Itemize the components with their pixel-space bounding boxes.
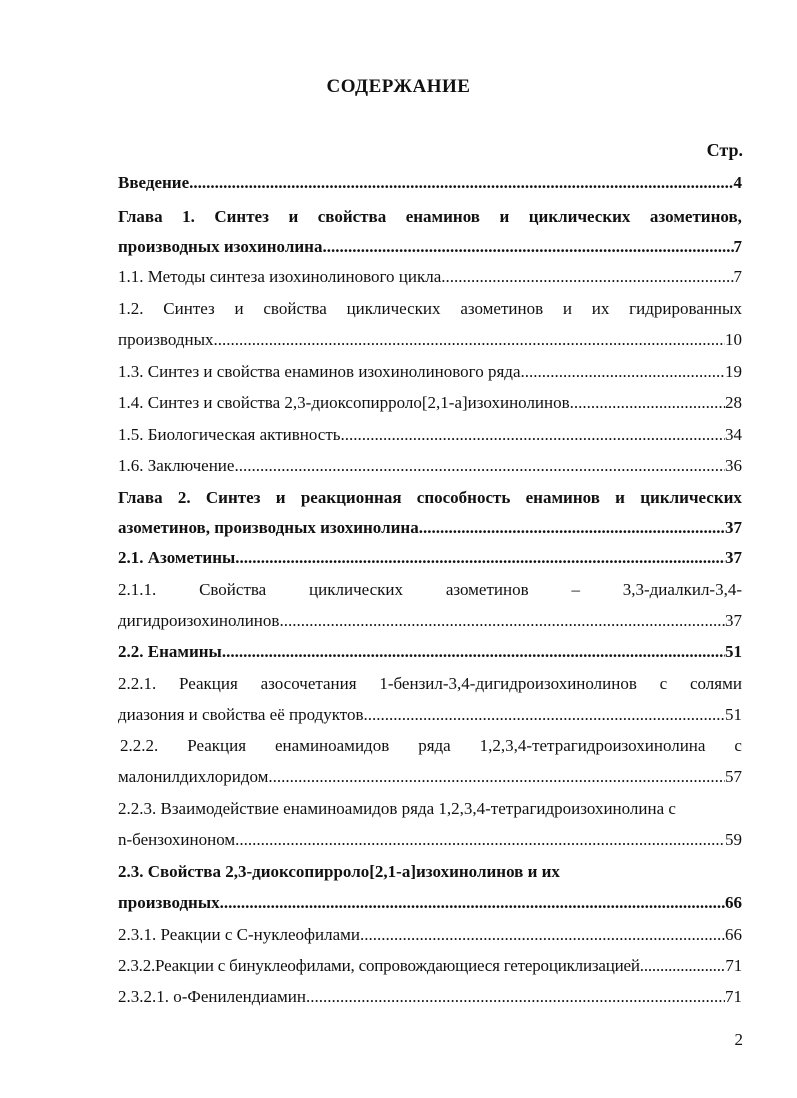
word: Реакция [187,736,247,755]
page-number: 2 [734,1030,743,1049]
toc-entry-2-2-3-line1[interactable] [118,798,742,820]
toc-page: 71 [725,956,742,975]
word: азометинов [445,580,529,599]
word: 3,3-диалкил-3,4- [622,580,742,599]
word: свойства [263,299,327,318]
toc-entry-2-3-2-1[interactable] [118,986,742,1008]
word: 1. [182,207,195,226]
toc-label: азометинов, производных изохинолина [118,518,419,537]
toc-entry-chapter-2-line1[interactable] [118,487,742,509]
toc-label: 1.3. Синтез и свойства енаминов изохинолинового ряда [118,362,521,381]
toc-page: 37 [725,518,742,537]
word: 1,2,3,4-тетрагидроизохинолина [479,736,706,755]
toc-page: 10 [725,330,742,349]
word: 1.2. [118,299,144,318]
word: Синтез [205,488,261,507]
toc-label: 1.6. Заключение [118,456,235,475]
toc-label: 1.1. Методы синтеза изохинолинового цикла [118,267,442,286]
word: и [615,488,625,507]
toc-page: 19 [725,362,742,381]
toc-page: 36 [725,456,742,475]
toc-page: 7 [733,237,742,256]
toc-page: 66 [725,893,742,912]
toc-entry-2-3[interactable] [118,892,742,914]
toc-entry-1-3[interactable] [118,361,742,383]
toc-entry-2-2-1[interactable] [118,704,742,726]
toc-entry-2-1-1-line1[interactable] [118,579,742,601]
toc-page: 66 [725,925,742,944]
word: Глава [118,207,163,226]
toc-label: 2.2.3. Взаимодействие енаминоамидов ряда 1,2,3,4-тетрагидроизохинолина с [118,799,676,818]
toc-page: 34 [725,425,742,444]
toc-label: дигидроизохинолинов [118,611,280,630]
toc-entry-1-6[interactable] [118,455,742,477]
toc-entry-2-2-2-line1[interactable] [120,735,742,757]
toc-entry-1-1[interactable] [118,266,742,288]
toc-entry-2-3-2[interactable] [118,955,742,977]
toc-label: 2.3.2.1. о-Фенилендиамин [118,987,306,1006]
word: и [275,488,286,507]
word: способность [416,488,511,507]
toc-page: 7 [733,267,742,286]
word: и [562,299,572,318]
toc-entry-1-2[interactable] [118,329,742,351]
word: и [234,299,244,318]
toc-page: 37 [725,611,742,630]
toc-entry-2-3-line1[interactable] [118,861,742,883]
toc-label: 1.4. Синтез и свойства 2,3-диоксопирроло[2,1-а]изохинолинов [118,393,570,412]
word: циклических [528,207,631,226]
word: гидрированных [629,299,742,318]
word: и [499,207,510,226]
word: циклических [346,299,441,318]
word: с [659,674,668,693]
word: 2.1.1. [118,580,157,599]
toc-label: малонилдихлоридом [118,767,269,786]
toc-page: 37 [725,548,742,567]
word: 2.2.1. [118,674,157,693]
toc-entry-1-4[interactable] [118,392,742,414]
word: 2. [177,488,191,507]
word: 1-бензил-3,4-дигидроизохинолинов [379,674,637,693]
word: циклических [640,488,742,507]
word: – [571,580,580,599]
word: с [734,736,742,755]
toc-page: 57 [725,767,742,786]
toc-entry-chapter-2[interactable] [118,517,742,539]
word: ряда [418,736,451,755]
word: енаминов [525,488,600,507]
toc-page: 51 [725,642,742,661]
toc-entry-2-2-2[interactable] [118,766,742,788]
toc-label: 2.3. Свойства 2,3-диоксопирроло[2,1-а]изохинолинов и их [118,862,560,881]
toc-entry-2-3-1[interactable] [118,924,742,946]
word: Реакция [179,674,238,693]
word: Синтез [214,207,269,226]
word: Свойства [199,580,267,599]
word: реакционная [300,488,402,507]
toc-entry-2-1[interactable] [118,547,742,569]
word: енаминоамидов [275,736,390,755]
word: солями [689,674,742,693]
toc-entry-2-1-1[interactable] [118,610,742,632]
word: циклических [309,580,404,599]
word: азометинов, [649,207,742,226]
toc-page: 51 [725,705,742,724]
word: азосочетания [260,674,357,693]
toc-label: диазония и свойства её продуктов [118,705,364,724]
word: Глава [118,488,163,507]
toc-label: 2.1. Азометины [118,548,236,567]
toc-page: 71 [725,987,742,1006]
toc-label: 2.3.1. Реакции с С-нуклеофилами [118,925,361,944]
word: Синтез [163,299,215,318]
word: азометинов [460,299,544,318]
toc-entry-chapter-1[interactable] [118,236,742,258]
toc-label: 2.2. Енамины [118,642,222,661]
page-column-header: Стр. [706,140,743,160]
toc-page: 4 [733,173,742,192]
toc-label: производных изохинолина [118,237,323,256]
toc-label: 1.5. Биологическая активность [118,425,341,444]
toc-entry-2-2-1-line1[interactable] [118,673,742,695]
toc-label: производных [118,330,214,349]
word: их [591,299,610,318]
word: свойства [317,207,387,226]
toc-page: 59 [725,830,742,849]
toc-label: n-бензохиноном [118,830,236,849]
toc-entry-2-2[interactable] [118,641,742,663]
toc-label: производных [118,893,220,912]
toc-label: 2.3.2.Реакции с бинуклеофилами, сопровождающиеся гетероциклизацией [118,956,640,975]
toc-entry-chapter-1-line1[interactable] [118,206,742,228]
toc-page: 28 [725,393,742,412]
page-title: СОДЕРЖАНИЕ [326,76,471,97]
toc-label: Введение [118,173,190,192]
toc-entry-intro[interactable] [118,172,742,194]
toc-entry-2-2-3[interactable] [118,829,742,851]
toc-entry-1-5[interactable] [118,424,742,446]
word: енаминов [405,207,480,226]
word: и [288,207,299,226]
toc-entry-1-2-line1[interactable] [118,298,742,320]
word: 2.2.2. [120,736,159,755]
